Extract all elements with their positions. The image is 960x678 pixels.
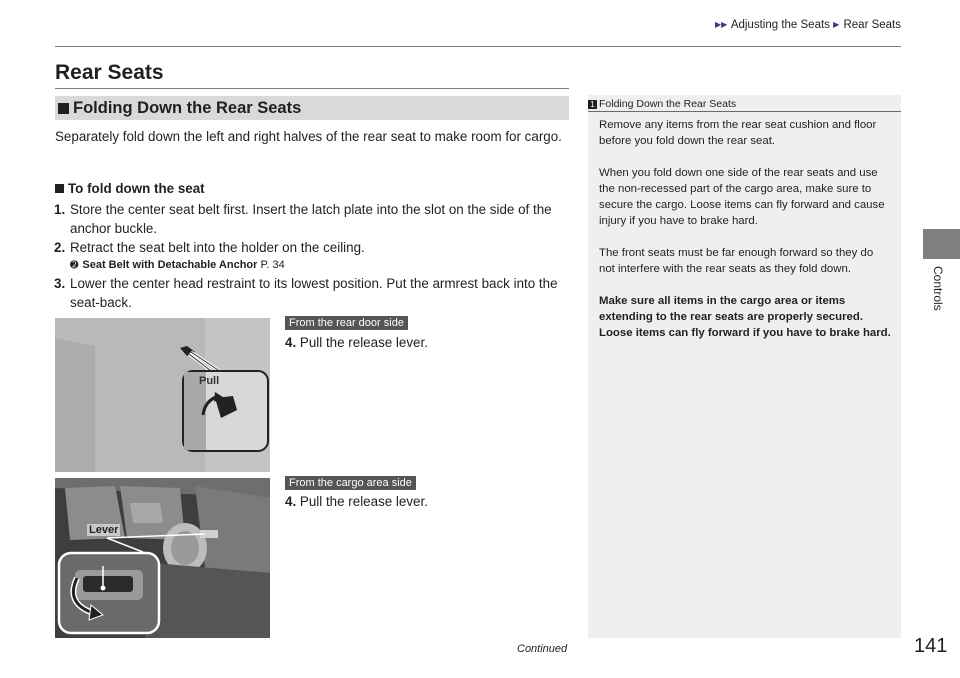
xref-title: Seat Belt with Detachable Anchor — [82, 259, 258, 271]
sidebar-body — [599, 117, 891, 357]
page-number: 141 — [914, 635, 948, 657]
callout-pull: Pull — [199, 375, 220, 387]
sidebar-warning: Make sure all items in the cargo area or items extending to the rear seats are properly secured. Loose items can fly forward if you have to brake hard. — [599, 295, 891, 339]
step-number: 1. — [54, 202, 66, 217]
caption-text: Pull the release lever. — [299, 335, 428, 350]
cross-reference-link[interactable] — [55, 257, 569, 274]
callout-lever: Lever — [89, 524, 119, 536]
figure-caption — [285, 492, 428, 511]
page-title: Rear Seats — [55, 61, 164, 84]
step-item — [55, 200, 569, 238]
section-heading-text: Folding Down the Rear Seats — [73, 99, 302, 117]
reference-arrow-icon: ➋ — [70, 260, 79, 271]
step-number: 3. — [54, 276, 66, 291]
sidebar-paragraph: Remove any items from the rear seat cushion and floor before you fold down the rear seat. — [599, 119, 877, 147]
header-divider — [55, 46, 901, 47]
square-bullet-icon — [58, 103, 69, 114]
xref-page: P. 34 — [260, 259, 285, 271]
breadcrumb-link-rear-seats[interactable]: Rear Seats — [843, 19, 901, 31]
step-list — [55, 200, 569, 312]
view-tag-rear-door: From the rear door side — [285, 316, 408, 330]
sidebar-title-text: Folding Down the Rear Seats — [599, 98, 737, 110]
step-text: Lower the center head restraint to its lowest position. Put the armrest back into the seat-back. — [70, 276, 558, 310]
figure-caption — [285, 333, 428, 352]
caption-text: Pull the release lever. — [299, 494, 428, 509]
sidebar-divider — [588, 111, 901, 112]
chapter-tab-label: Controls — [931, 266, 945, 311]
breadcrumb-arrow-icon: ▶ — [833, 20, 840, 29]
title-divider — [55, 88, 569, 89]
square-bullet-icon — [55, 184, 64, 193]
step-number: 4. — [285, 494, 297, 509]
breadcrumb-arrow-icon: ▶▶ — [714, 20, 728, 29]
step-item — [55, 274, 569, 312]
section-heading — [55, 96, 569, 120]
intro-text: Separately fold down the left and right halves of the rear seat to make room for cargo. — [55, 129, 562, 144]
subheading — [55, 181, 205, 196]
continued-label: Continued — [517, 643, 568, 655]
sidebar-paragraph: The front seats must be far enough forward so they do not interfere with the rear seats as they fold down. — [599, 247, 874, 275]
step-number: 2. — [54, 240, 66, 255]
chapter-tab[interactable] — [923, 229, 960, 259]
sidebar-note-number: 1 — [588, 100, 597, 109]
rear-door-seat-illustration — [55, 318, 270, 472]
breadcrumb — [715, 19, 901, 31]
sidebar-paragraph: When you fold down one side of the rear seats and use the non-recessed part of the cargo area, make sure to secure the cargo. Loose items can fly forward and cause injury if you have to brake hard. — [599, 167, 885, 227]
cargo-area-seat-illustration — [55, 478, 270, 638]
subheading-text: To fold down the seat — [68, 181, 205, 196]
sidebar-title — [588, 97, 901, 112]
step-item — [55, 238, 569, 257]
view-tag-cargo-area: From the cargo area side — [285, 476, 416, 490]
breadcrumb-link-adjusting-seats[interactable]: Adjusting the Seats — [730, 19, 830, 31]
step-text: Retract the seat belt into the holder on the ceiling. — [70, 240, 365, 255]
step-text: Store the center seat belt first. Insert the latch plate into the slot on the side of the anchor buckle. — [70, 202, 552, 236]
step-number: 4. — [285, 335, 297, 350]
